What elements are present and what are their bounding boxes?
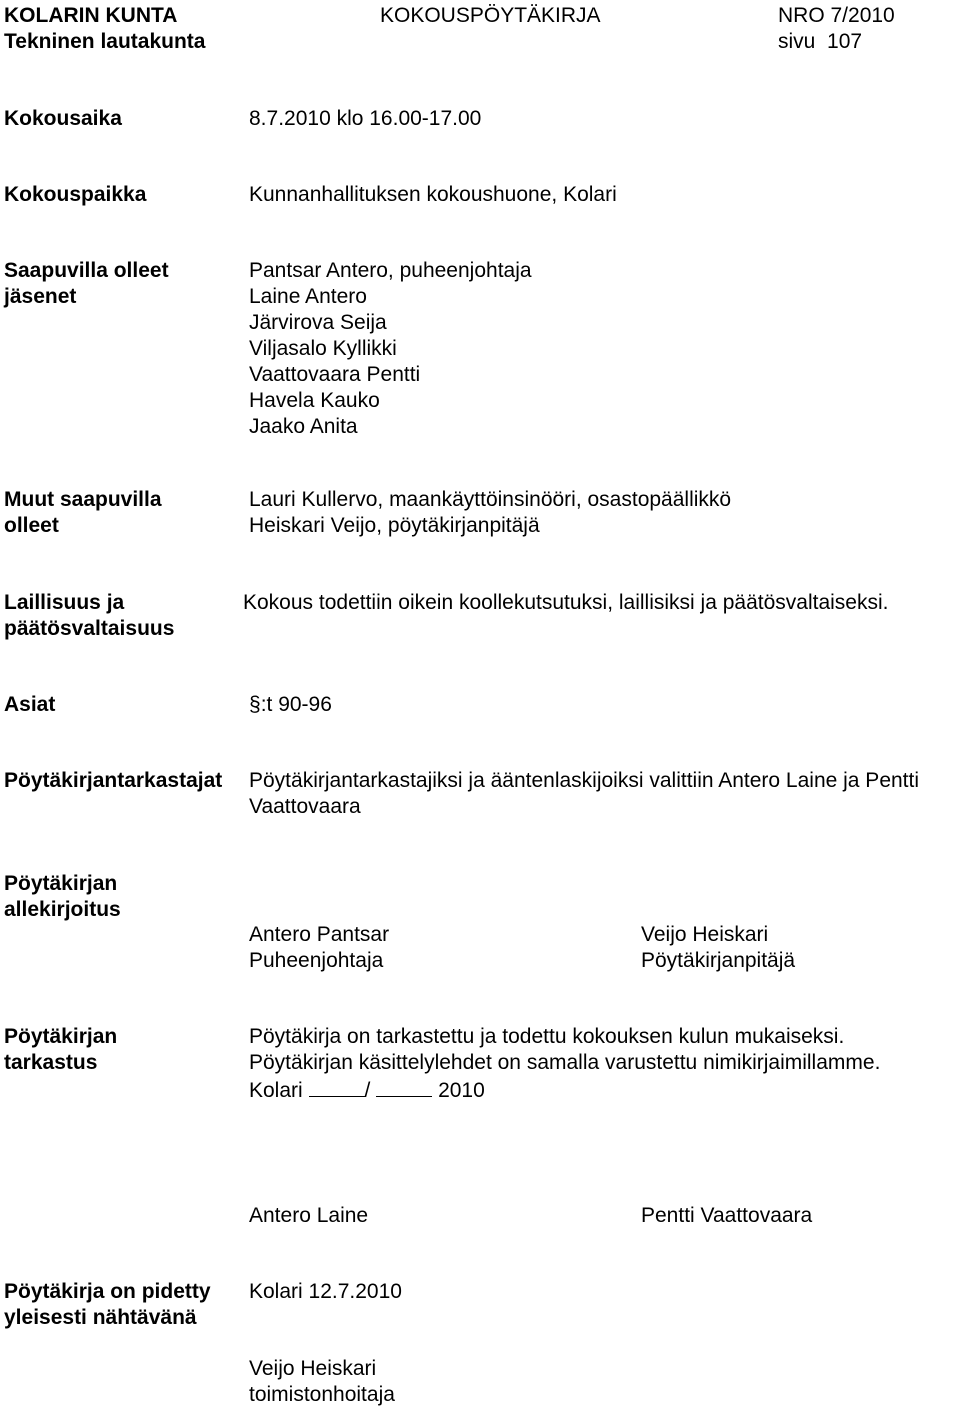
examiners-line-2: Vaattovaara bbox=[249, 795, 361, 818]
signing-label-line-2: allekirjoitus bbox=[4, 898, 121, 921]
public-display-signer-title: toimistonhoitaja bbox=[249, 1383, 395, 1406]
document-number: NRO 7/2010 bbox=[778, 4, 895, 27]
signer-1 bbox=[249, 922, 389, 974]
review-text bbox=[249, 1024, 880, 1104]
date-slash: / bbox=[364, 1079, 371, 1102]
member-name: Havela Kauko bbox=[249, 389, 380, 412]
review-date-line bbox=[249, 1076, 880, 1104]
other-attendee: Lauri Kullervo, maankäyttöinsinööri, osastopäällikkö bbox=[249, 488, 732, 511]
member-name: Laine Antero bbox=[249, 285, 367, 308]
review-line-2: Pöytäkirjan käsittelylehdet on samalla varustettu nimikirjaimillamme. bbox=[249, 1051, 881, 1074]
month-blank bbox=[376, 1076, 432, 1097]
member-name: Jaako Anita bbox=[249, 415, 358, 438]
member-name: Järvirova Seija bbox=[249, 311, 387, 334]
meeting-place-value: Kunnanhallituksen kokoushuone, Kolari bbox=[249, 183, 617, 206]
signer-1-role: Puheenjohtaja bbox=[249, 949, 384, 972]
day-blank bbox=[309, 1076, 365, 1097]
member-name: Viljasalo Kyllikki bbox=[249, 337, 397, 360]
member-name: Pantsar Antero, puheenjohtaja bbox=[249, 259, 532, 282]
examiners-label: Pöytäkirjantarkastajat bbox=[4, 769, 223, 792]
signer-2 bbox=[641, 922, 795, 974]
meeting-time-label: Kokousaika bbox=[4, 107, 122, 130]
members-label bbox=[4, 258, 169, 310]
legality-label-line-2: päätösvaltaisuus bbox=[4, 617, 175, 640]
review-line-1: Pöytäkirja on tarkastettu ja todettu kokouksen kulun mukaiseksi. bbox=[249, 1025, 845, 1048]
legality-label-line-1: Laillisuus ja bbox=[4, 591, 125, 614]
review-label bbox=[4, 1024, 117, 1076]
items-range: :t 90-96 bbox=[260, 693, 332, 716]
meeting-place-label: Kokouspaikka bbox=[4, 183, 147, 206]
legality-text: Kokous todettiin oikein koollekutsutuksi, laillisiksi ja päätösvaltaiseksi. bbox=[243, 591, 889, 614]
public-display-label bbox=[4, 1279, 211, 1331]
municipality-name: KOLARIN KUNTA bbox=[4, 4, 178, 27]
members-list bbox=[249, 258, 532, 440]
signing-label-line-1: Pöytäkirjan bbox=[4, 872, 118, 895]
document-type: KOKOUSPÖYTÄKIRJA bbox=[380, 4, 601, 27]
review-place: Kolari bbox=[249, 1079, 303, 1102]
signer-2-name: Veijo Heiskari bbox=[641, 923, 769, 946]
public-display-label-line-1: Pöytäkirja on pidetty bbox=[4, 1280, 211, 1303]
examiners-text bbox=[249, 768, 919, 820]
public-display-place-date: Kolari 12.7.2010 bbox=[249, 1280, 402, 1303]
review-label-line-2: tarkastus bbox=[4, 1051, 98, 1074]
public-display-label-line-2: yleisesti nähtävänä bbox=[4, 1306, 197, 1329]
review-label-line-1: Pöytäkirjan bbox=[4, 1025, 118, 1048]
meeting-time-value: 8.7.2010 klo 16.00-17.00 bbox=[249, 107, 482, 130]
members-label-line-1: Saapuvilla olleet bbox=[4, 259, 169, 282]
legality-label bbox=[4, 590, 174, 642]
others-label-line-2: olleet bbox=[4, 514, 59, 537]
others-label-line-1: Muut saapuvilla bbox=[4, 488, 162, 511]
others-list bbox=[249, 487, 731, 539]
other-attendee: Heiskari Veijo, pöytäkirjanpitäjä bbox=[249, 514, 540, 537]
signer-1-name: Antero Pantsar bbox=[249, 923, 390, 946]
signing-label bbox=[4, 871, 121, 923]
signer-2-role: Pöytäkirjanpitäjä bbox=[641, 949, 796, 972]
items-value bbox=[249, 692, 332, 718]
review-signer-2: Pentti Vaattovaara bbox=[641, 1204, 813, 1227]
page-indicator bbox=[778, 29, 862, 55]
members-label-line-2: jäsenet bbox=[4, 285, 77, 308]
review-signer-1: Antero Laine bbox=[249, 1204, 369, 1227]
review-year: 2010 bbox=[438, 1079, 485, 1102]
others-label bbox=[4, 487, 162, 539]
member-name: Vaattovaara Pentti bbox=[249, 363, 421, 386]
page-number: 107 bbox=[827, 30, 863, 53]
public-display-signer bbox=[249, 1356, 395, 1408]
section-sign: § bbox=[249, 693, 261, 716]
examiners-line-1: Pöytäkirjantarkastajiksi ja ääntenlaskijoiksi valittiin Antero Laine ja Pentti bbox=[249, 769, 920, 792]
public-display-signer-name: Veijo Heiskari bbox=[249, 1357, 377, 1380]
items-label: Asiat bbox=[4, 693, 56, 716]
department-name: Tekninen lautakunta bbox=[4, 30, 206, 53]
page-label: sivu bbox=[778, 30, 816, 53]
